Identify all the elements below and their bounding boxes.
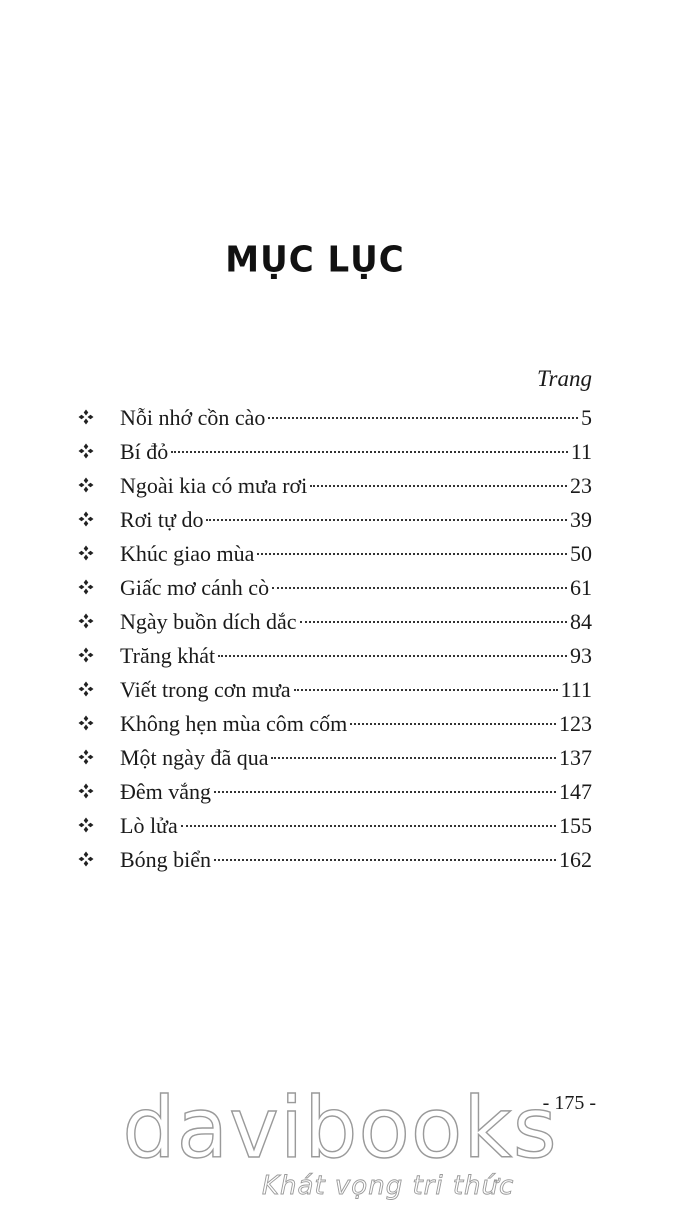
dot-leader — [350, 723, 556, 725]
toc-entry-title: Đêm vắng — [120, 779, 212, 804]
toc-entry-page: 155 — [559, 813, 592, 838]
four-diamond-bullet-icon — [78, 400, 120, 434]
toc-entry-page: 137 — [559, 745, 592, 770]
toc-entry — [78, 672, 592, 706]
toc-entry-title: Lò lửa — [120, 813, 178, 838]
four-diamond-bullet-icon — [78, 706, 120, 740]
dot-leader — [206, 519, 567, 521]
four-diamond-bullet-icon — [78, 502, 120, 536]
toc-entry — [78, 434, 592, 468]
four-diamond-bullet-icon — [78, 842, 120, 876]
toc-entry — [78, 468, 592, 502]
toc-entry-title: Không hẹn mùa côm cốm — [120, 711, 348, 736]
toc-entry-title: Giấc mơ cánh cò — [120, 575, 270, 600]
toc-entry-title: Ngoài kia có mưa rơi — [120, 473, 308, 498]
dot-leader — [171, 451, 568, 453]
dot-leader — [181, 825, 556, 827]
toc-entry — [78, 808, 592, 842]
toc-entry-title: Viết trong cơn mưa — [120, 677, 291, 702]
toc-entry — [78, 706, 592, 740]
four-diamond-bullet-icon — [78, 604, 120, 638]
toc-entry — [78, 842, 592, 876]
toc-entry-title: Một ngày đã qua — [120, 745, 269, 770]
dot-leader — [214, 791, 556, 793]
dot-leader — [214, 859, 556, 861]
toc-entry — [78, 604, 592, 638]
toc-entry-page: 84 — [570, 609, 592, 634]
toc-entry-page: 162 — [559, 847, 592, 872]
four-diamond-bullet-icon — [78, 774, 120, 808]
dot-leader — [271, 757, 556, 759]
four-diamond-bullet-icon — [78, 808, 120, 842]
toc-entry — [78, 740, 592, 774]
dot-leader — [272, 587, 567, 589]
toc-entry-title: Khúc giao mùa — [120, 541, 255, 566]
toc-entry — [78, 400, 592, 434]
toc-entry-page: 61 — [570, 575, 592, 600]
four-diamond-bullet-icon — [78, 434, 120, 468]
four-diamond-bullet-icon — [78, 672, 120, 706]
four-diamond-bullet-icon — [78, 740, 120, 774]
watermark-tagline: Khát vọng tri thức — [262, 1171, 515, 1201]
toc-entry — [78, 570, 592, 604]
toc-entry-title: Rơi tự do — [120, 507, 204, 532]
toc-entry-title: Nỗi nhớ cồn cào — [120, 405, 266, 430]
toc-entry-page: 93 — [570, 643, 592, 668]
toc-entry-page: 50 — [570, 541, 592, 566]
four-diamond-bullet-icon — [78, 468, 120, 502]
dot-leader — [294, 689, 558, 691]
dot-leader — [300, 621, 567, 623]
four-diamond-bullet-icon — [78, 570, 120, 604]
toc-entry-title: Bí đỏ — [120, 439, 169, 464]
watermark-logo: davibooks — [122, 1079, 558, 1177]
toc-entry-page: 39 — [570, 507, 592, 532]
toc-entry-title: Ngày buồn dích dắc — [120, 609, 297, 634]
dot-leader — [310, 485, 567, 487]
toc-entry-title: Trăng khát — [120, 643, 216, 668]
toc-entry-page: 11 — [570, 439, 592, 464]
page-column-header: Trang — [537, 366, 592, 391]
four-diamond-bullet-icon — [78, 536, 120, 570]
toc-entry-page: 5 — [581, 405, 592, 430]
toc-entry — [78, 536, 592, 570]
table-of-contents — [78, 400, 592, 876]
page-number: - 175 - — [542, 1092, 596, 1114]
toc-entry — [78, 502, 592, 536]
toc-entry-title: Bóng biển — [120, 847, 212, 872]
toc-entry-page: 111 — [560, 677, 592, 702]
toc-entry — [78, 774, 592, 808]
toc-entry-page: 123 — [559, 711, 592, 736]
dot-leader — [218, 655, 567, 657]
four-diamond-bullet-icon — [78, 638, 120, 672]
toc-entry — [78, 638, 592, 672]
toc-entry-page: 23 — [570, 473, 592, 498]
page-title: MỤC LỤC — [225, 239, 405, 281]
toc-entry-page: 147 — [559, 779, 592, 804]
dot-leader — [257, 553, 567, 555]
dot-leader — [268, 417, 578, 419]
